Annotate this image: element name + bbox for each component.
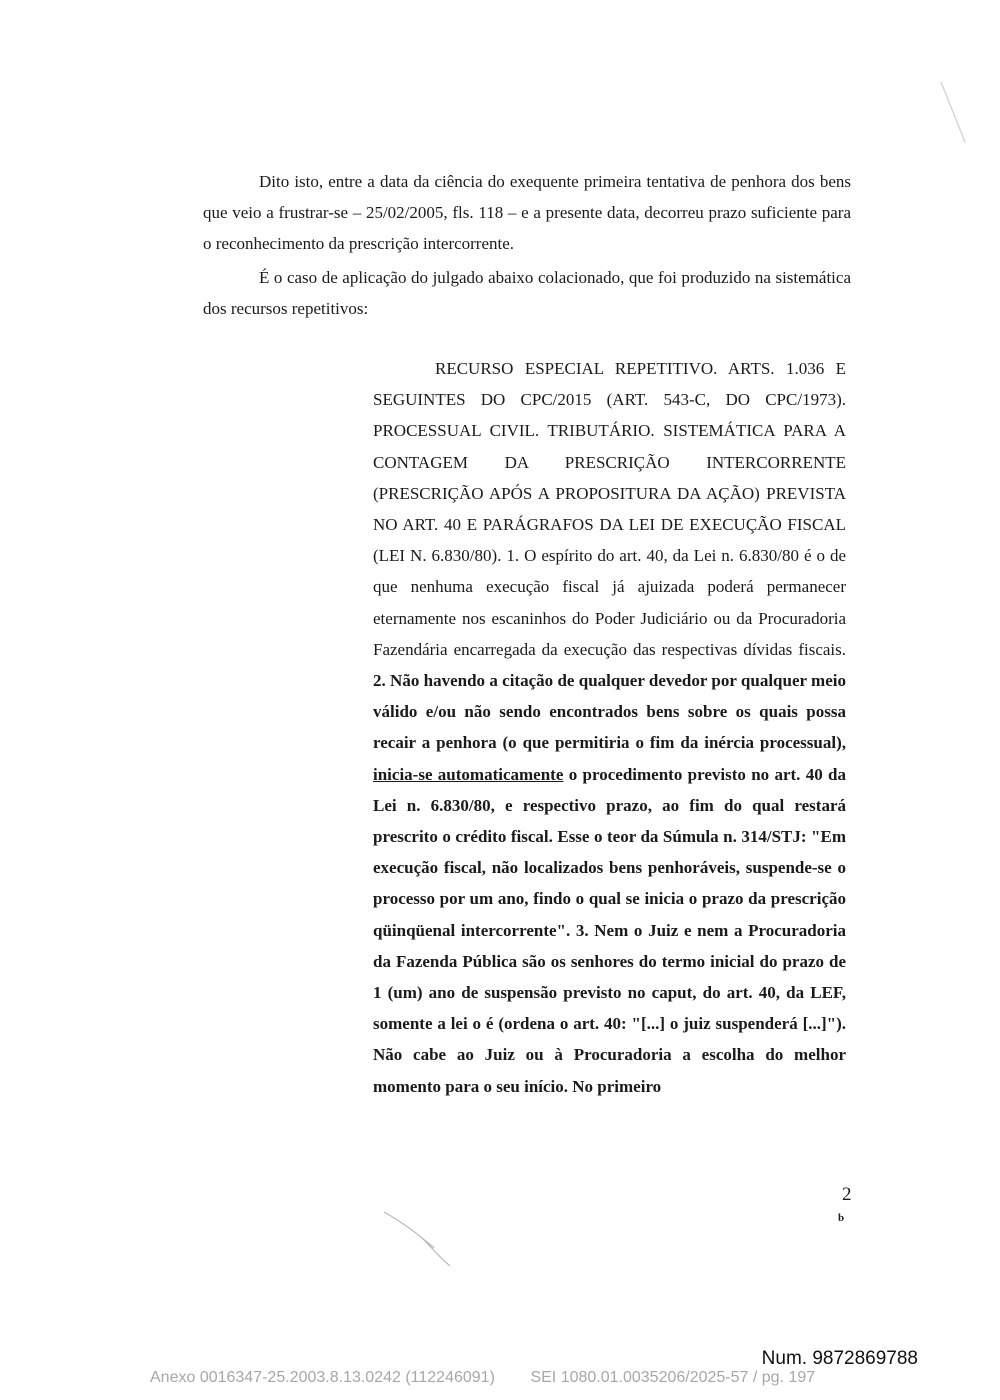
quote-bold-text-continued: o procedimento previsto no art. 40 da Lei n. 6.830/80, e respectivo prazo, ao fim do qual restará prescrito o crédito fiscal. Esse o teor da Súmula n. 314/STJ: "Em execução fiscal, não localizados bens penhoráveis, suspende-se o processo por um ano, findo o qual se inicia o prazo da prescrição qüinqüenal intercorrente". 3. Nem o Juiz e nem a Procuradoria da Fazenda Pública são os senhores do termo inicial do prazo de 1 (um) ano de suspensão previsto no caput, do art. 40, da LEF, somente a lei o é (ordena o art. 40: "[...] o juiz suspenderá [...]"). Não cabe ao Juiz ou à Procuradoria a escolha do melhor momento para o seu início. No primeiro	[373, 764, 847, 1096]
footer-sei-page: SEI 1080.01.0035206/2025-57 / pg. 197	[530, 1369, 816, 1386]
handwritten-signature-stroke	[382, 1208, 462, 1268]
quote-normal-text: RECURSO ESPECIAL REPETITIVO. ARTS. 1.036 E SEGUINTES DO CPC/2015 (ART. 543-C, DO CPC/1973). PROCESSUAL CIVIL. TRIBUTÁRIO. SISTEMÁTICA PARA A CONTAGEM DA PRESCRIÇÃO INTERCORRENTE (PRESCRIÇÃO APÓS A PROPOSITURA DA AÇÃO) PREVISTA NO ART. 40 E PARÁGRAFOS DA LEI DE EXECUÇÃO FISCAL (LEI N. 6.830/80). 1. O espírito do art. 40, da Lei n. 6.830/80 é o de que nenhuma execução fiscal já ajuizada poderá permanecer eternamente nos escaninhos do Poder Judiciário ou da Procuradoria Fazendária encarregada da execução das respectivas dívidas fiscais.	[373, 359, 846, 659]
quote-underlined-text: inicia-se automaticamente	[373, 764, 564, 784]
paragraph-precedent-intro: É o caso de aplicação do julgado abaixo colacionado, que foi produzido na sistemática dos recursos repetitivos:	[203, 268, 851, 318]
paragraph-prescription-period: Dito isto, entre a data da ciência do exequente primeira tentativa de penhora dos bens que veio a frustrar-se – 25/02/2005, fls. 118 – e a presente data, decorreu prazo suficiente para o reconhecimento da prescrição intercorrente.	[203, 172, 851, 253]
quote-bold-text: 2. Não havendo a citação de qualquer devedor por qualquer meio válido e/ou não sendo encontrados bens sobre os quais possa recair a penhora (o que permitiria o fim da inércia processual),	[373, 671, 846, 753]
footer-annex: Anexo 0016347-25.2003.8.13.0242 (112246091)	[150, 1369, 495, 1386]
quoted-judgment	[373, 353, 846, 1102]
document-number: Num. 9872869788	[761, 1348, 918, 1369]
page-initial-mark: b	[838, 1212, 845, 1224]
page-number: 2	[842, 1184, 852, 1205]
scan-edge-mark	[935, 78, 975, 148]
footer-annex-reference	[150, 1369, 815, 1387]
